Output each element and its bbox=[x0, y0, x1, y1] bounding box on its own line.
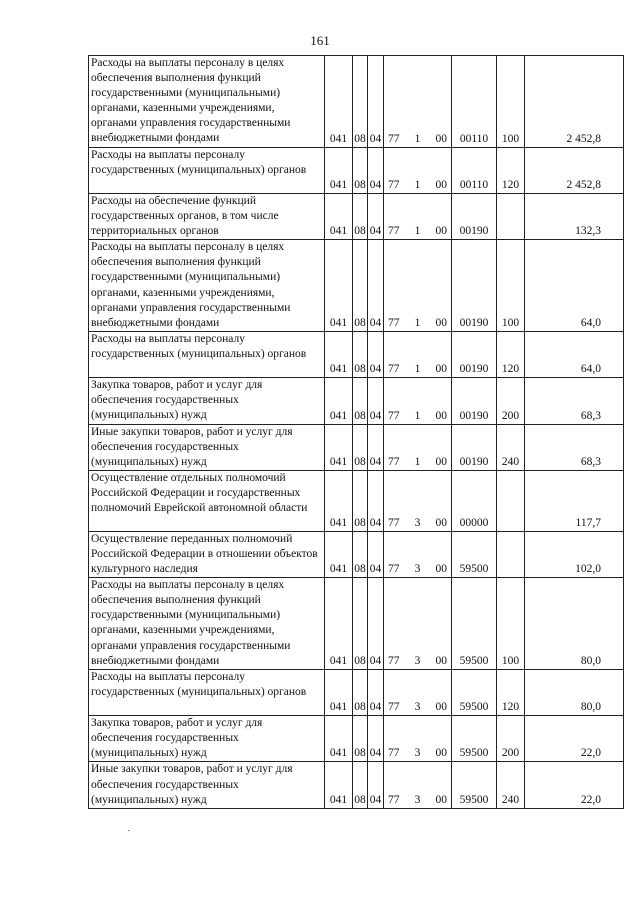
ministry-code: 041 bbox=[325, 670, 353, 716]
ministry-code: 041 bbox=[325, 194, 353, 240]
target-item-code bbox=[384, 424, 452, 470]
subsection-code: 04 bbox=[368, 716, 384, 762]
section-code: 08 bbox=[353, 670, 368, 716]
amount: 68,3 bbox=[525, 424, 624, 470]
expense-type-code: 240 bbox=[497, 762, 525, 808]
group-code: 00 bbox=[435, 409, 447, 422]
subprogram-code: 1 bbox=[414, 317, 421, 330]
program-code: 77 bbox=[388, 455, 400, 468]
target-item-code bbox=[384, 148, 452, 194]
target-item-code bbox=[384, 470, 452, 531]
group-code: 00 bbox=[435, 455, 447, 468]
target-item-code bbox=[384, 762, 452, 808]
subprogram-code: 1 bbox=[414, 225, 421, 238]
subsection-code: 04 bbox=[368, 762, 384, 808]
amount: 102,0 bbox=[525, 531, 624, 577]
row-description: Расходы на выплаты персоналу государственных (муниципальных) органов bbox=[89, 148, 325, 194]
subsection-code: 04 bbox=[368, 378, 384, 424]
table-row bbox=[89, 378, 624, 424]
program-code: 77 bbox=[388, 133, 400, 145]
target-item-code bbox=[384, 716, 452, 762]
group-code: 00 bbox=[435, 701, 447, 714]
amount: 22,0 bbox=[525, 716, 624, 762]
program-code: 77 bbox=[388, 563, 400, 576]
target-item-code bbox=[384, 194, 452, 240]
ministry-code: 041 bbox=[325, 56, 353, 148]
item-code: 59500 bbox=[452, 578, 497, 670]
target-item-code bbox=[384, 56, 452, 148]
target-item-code bbox=[384, 240, 452, 332]
ministry-code: 041 bbox=[325, 470, 353, 531]
program-code: 77 bbox=[388, 701, 400, 714]
subsection-code: 04 bbox=[368, 240, 384, 332]
subsection-code: 04 bbox=[368, 470, 384, 531]
ministry-code: 041 bbox=[325, 762, 353, 808]
table-row bbox=[89, 56, 624, 148]
group-code: 00 bbox=[435, 363, 447, 376]
amount: 22,0 bbox=[525, 762, 624, 808]
program-code: 77 bbox=[388, 363, 400, 376]
amount: 2 452,8 bbox=[525, 148, 624, 194]
amount: 2 452,8 bbox=[525, 56, 624, 148]
table-row bbox=[89, 194, 624, 240]
group-code: 00 bbox=[435, 793, 447, 806]
amount: 64,0 bbox=[525, 240, 624, 332]
expense-type-code: 240 bbox=[497, 424, 525, 470]
table-row bbox=[89, 716, 624, 762]
group-code: 00 bbox=[435, 133, 447, 145]
expense-type-code bbox=[497, 470, 525, 531]
ministry-code: 041 bbox=[325, 716, 353, 762]
group-code: 00 bbox=[435, 225, 447, 238]
program-code: 77 bbox=[388, 516, 400, 529]
item-code: 00000 bbox=[452, 470, 497, 531]
ministry-code: 041 bbox=[325, 424, 353, 470]
section-code: 08 bbox=[353, 470, 368, 531]
table-row bbox=[89, 531, 624, 577]
ministry-code: 041 bbox=[325, 578, 353, 670]
row-description: Расходы на выплаты персоналу в целях обеспечения выполнения функций государственными (муниципальными) органами, казенными учреждениями, органами управления государственными внебюджетными фондами bbox=[89, 578, 325, 670]
section-code: 08 bbox=[353, 716, 368, 762]
program-code: 77 bbox=[388, 655, 400, 668]
ministry-code: 041 bbox=[325, 531, 353, 577]
table-row bbox=[89, 240, 624, 332]
budget-table-body bbox=[89, 56, 624, 809]
budget-table bbox=[88, 55, 624, 809]
item-code: 00190 bbox=[452, 378, 497, 424]
subprogram-code: 3 bbox=[414, 793, 421, 806]
row-description: Закупка товаров, работ и услуг для обеспечения государственных (муниципальных) нужд bbox=[89, 716, 325, 762]
subprogram-code: 3 bbox=[414, 655, 421, 668]
amount: 80,0 bbox=[525, 670, 624, 716]
expense-type-code: 200 bbox=[497, 378, 525, 424]
section-code: 08 bbox=[353, 240, 368, 332]
item-code: 59500 bbox=[452, 762, 497, 808]
section-code: 08 bbox=[353, 531, 368, 577]
section-code: 08 bbox=[353, 148, 368, 194]
program-code: 77 bbox=[388, 317, 400, 330]
amount: 117,7 bbox=[525, 470, 624, 531]
page-number: 161 bbox=[310, 33, 330, 48]
row-description: Иные закупки товаров, работ и услуг для обеспечения государственных (муниципальных) нужд bbox=[89, 424, 325, 470]
group-code: 00 bbox=[435, 516, 447, 529]
row-description: Расходы на выплаты персоналу в целях обеспечения выполнения функций государственными (муниципальными) органами, казенными учреждениями, органами управления государственными внебюджетными фондами bbox=[89, 240, 325, 332]
subsection-code: 04 bbox=[368, 194, 384, 240]
subprogram-code: 1 bbox=[414, 179, 421, 191]
ministry-code: 041 bbox=[325, 148, 353, 194]
ministry-code: 041 bbox=[325, 240, 353, 332]
subprogram-code: 1 bbox=[414, 409, 421, 422]
row-description: Осуществление отдельных полномочий Российской Федерации и государственных полномочий Еврейской автономной области bbox=[89, 470, 325, 531]
amount: 80,0 bbox=[525, 578, 624, 670]
expense-type-code: 120 bbox=[497, 148, 525, 194]
section-code: 08 bbox=[353, 56, 368, 148]
row-description: Расходы на обеспечение функций государственных органов, в том числе территориальных органов bbox=[89, 194, 325, 240]
program-code: 77 bbox=[388, 225, 400, 238]
table-row bbox=[89, 148, 624, 194]
subsection-code: 04 bbox=[368, 56, 384, 148]
program-code: 77 bbox=[388, 747, 400, 760]
item-code: 00190 bbox=[452, 194, 497, 240]
subprogram-code: 1 bbox=[414, 363, 421, 376]
group-code: 00 bbox=[435, 317, 447, 330]
subsection-code: 04 bbox=[368, 670, 384, 716]
item-code: 59500 bbox=[452, 670, 497, 716]
expense-type-code: 120 bbox=[497, 670, 525, 716]
item-code: 00110 bbox=[452, 148, 497, 194]
expense-type-code: 100 bbox=[497, 240, 525, 332]
expense-type-code: 100 bbox=[497, 578, 525, 670]
row-description: Иные закупки товаров, работ и услуг для обеспечения государственных (муниципальных) нужд bbox=[89, 762, 325, 808]
subsection-code: 04 bbox=[368, 531, 384, 577]
group-code: 00 bbox=[435, 747, 447, 760]
group-code: 00 bbox=[435, 563, 447, 576]
program-code: 77 bbox=[388, 793, 400, 806]
section-code: 08 bbox=[353, 578, 368, 670]
item-code: 00190 bbox=[452, 240, 497, 332]
subprogram-code: 3 bbox=[414, 516, 421, 529]
program-code: 77 bbox=[388, 179, 400, 191]
table-row bbox=[89, 670, 624, 716]
target-item-code bbox=[384, 670, 452, 716]
group-code: 00 bbox=[435, 655, 447, 668]
target-item-code bbox=[384, 531, 452, 577]
item-code: 59500 bbox=[452, 531, 497, 577]
ministry-code: 041 bbox=[325, 378, 353, 424]
target-item-code bbox=[384, 332, 452, 378]
subprogram-code: 3 bbox=[414, 747, 421, 760]
program-code: 77 bbox=[388, 409, 400, 422]
scan-artifact bbox=[128, 830, 130, 831]
section-code: 08 bbox=[353, 194, 368, 240]
item-code: 00110 bbox=[452, 56, 497, 148]
ministry-code: 041 bbox=[325, 332, 353, 378]
subsection-code: 04 bbox=[368, 332, 384, 378]
row-description: Расходы на выплаты персоналу в целях обеспечения выполнения функций государственными (муниципальными) органами, казенными учреждениями, органами управления государственными внебюджетными фондами bbox=[89, 56, 325, 148]
target-item-code bbox=[384, 378, 452, 424]
expense-type-code: 120 bbox=[497, 332, 525, 378]
table-row bbox=[89, 470, 624, 531]
row-description: Осуществление переданных полномочий Российской Федерации в отношении объектов культурного наследия bbox=[89, 531, 325, 577]
item-code: 00190 bbox=[452, 424, 497, 470]
subsection-code: 04 bbox=[368, 424, 384, 470]
group-code: 00 bbox=[435, 179, 447, 191]
expense-type-code: 100 bbox=[497, 56, 525, 148]
subsection-code: 04 bbox=[368, 578, 384, 670]
section-code: 08 bbox=[353, 332, 368, 378]
item-code: 59500 bbox=[452, 716, 497, 762]
expense-type-code bbox=[497, 531, 525, 577]
target-item-code bbox=[384, 578, 452, 670]
amount: 132,3 bbox=[525, 194, 624, 240]
row-description: Расходы на выплаты персоналу государственных (муниципальных) органов bbox=[89, 332, 325, 378]
table-row bbox=[89, 578, 624, 670]
table-row bbox=[89, 332, 624, 378]
table-row bbox=[89, 762, 624, 808]
amount: 64,0 bbox=[525, 332, 624, 378]
table-row bbox=[89, 424, 624, 470]
expense-type-code bbox=[497, 194, 525, 240]
item-code: 00190 bbox=[452, 332, 497, 378]
row-description: Закупка товаров, работ и услуг для обеспечения государственных (муниципальных) нужд bbox=[89, 378, 325, 424]
section-code: 08 bbox=[353, 378, 368, 424]
section-code: 08 bbox=[353, 762, 368, 808]
subsection-code: 04 bbox=[368, 148, 384, 194]
section-code: 08 bbox=[353, 424, 368, 470]
expense-type-code: 200 bbox=[497, 716, 525, 762]
subprogram-code: 1 bbox=[414, 455, 421, 468]
row-description: Расходы на выплаты персоналу государственных (муниципальных) органов bbox=[89, 670, 325, 716]
subprogram-code: 3 bbox=[414, 701, 421, 714]
subprogram-code: 3 bbox=[414, 563, 421, 576]
amount: 68,3 bbox=[525, 378, 624, 424]
subprogram-code: 1 bbox=[414, 133, 421, 145]
